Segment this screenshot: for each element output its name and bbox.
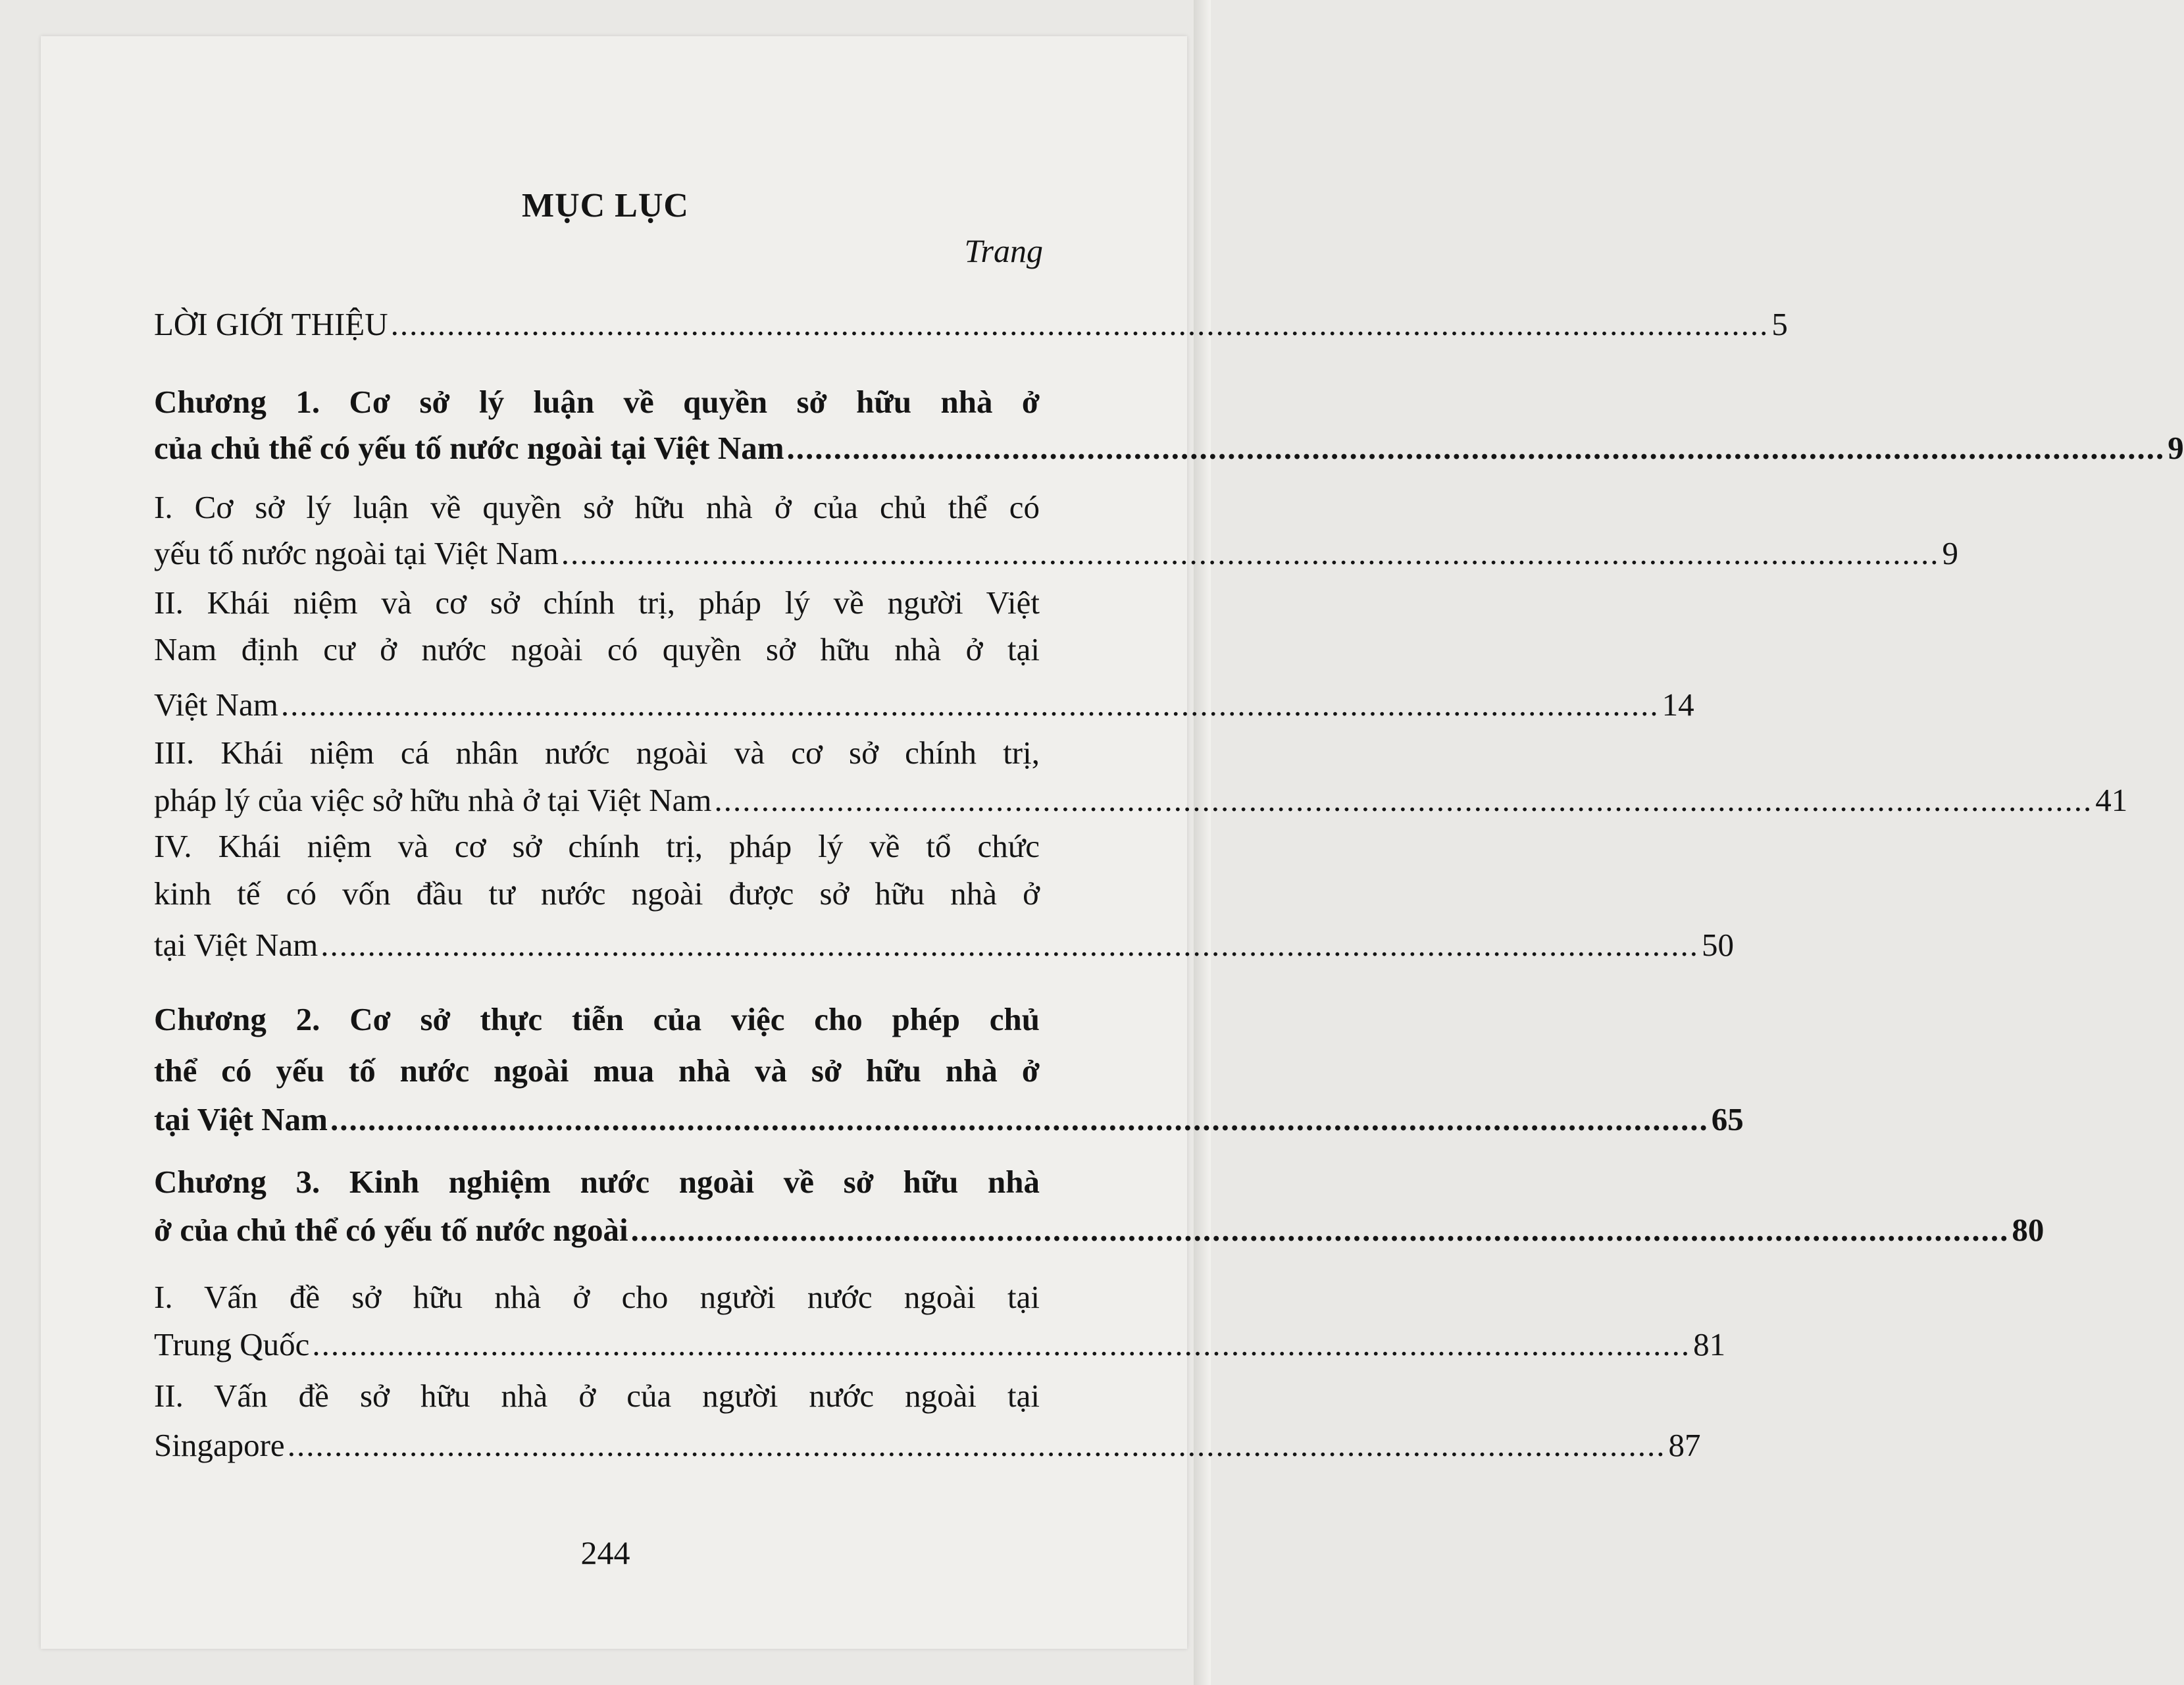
toc-entry-page: 41 [2095,782,2128,818]
toc-entry-page: 80 [2012,1212,2044,1248]
toc-entry-intro [154,304,1788,345]
leader-dots: ................................................................................................................................................... [390,306,1769,342]
leader-dots: ................................................................................................................................................... [714,782,2093,818]
toc-ch3-section-2-line-1: II. Vấn đề sở hữu nhà ở của người nước ngoài tại [154,1378,1040,1414]
toc-ch3-section-1-line-1: I. Vấn đề sở hữu nhà ở cho người nước ngoài tại [154,1279,1040,1315]
toc-entry-text: tại Việt Nam [154,1101,328,1137]
toc-entry-text: Singapore [154,1427,285,1463]
toc-ch1-section-4-line-2: kinh tế có vốn đầu tư nước ngoài được sở hữu nhà ở [154,875,1040,912]
toc-ch1-section-4-line-1: IV. Khái niệm và cơ sở chính trị, pháp lý về tổ chức [154,828,1040,864]
toc-ch3-section-1 [154,1324,1726,1365]
toc-title: MỤC LỤC [522,187,689,224]
toc-ch1-section-2 [154,685,1694,725]
leader-dots: ................................................................................................................................................... [630,1212,2010,1248]
toc-entry-page: 9 [2168,430,2184,466]
toc-ch1-section-1 [154,533,1958,574]
leader-dots: ................................................................................................................................................... [786,430,2166,466]
leader-dots: ................................................................................................................................................... [320,927,1700,963]
toc-chapter-3-line-1: Chương 3. Kinh nghiệm nước ngoài về sở hữu nhà [154,1164,1040,1200]
toc-ch1-section-2-line-1: II. Khái niệm và cơ sở chính trị, pháp lý về người Việt [154,584,1040,621]
toc-ch1-section-3 [154,780,2128,821]
toc-ch1-section-1-line-1: I. Cơ sở lý luận về quyền sở hữu nhà ở của chủ thể có [154,489,1040,525]
page-column-label: Trang [964,232,1043,269]
toc-ch1-section-4 [154,925,1735,966]
toc-chapter-2 [154,1099,1744,1140]
toc-entry-text: Việt Nam [154,687,278,723]
toc-entry-text: tại Việt Nam [154,927,318,963]
toc-entry-page: 9 [1942,535,1958,571]
leader-dots: ................................................................................................................................................... [561,535,1940,571]
toc-entry-page: 5 [1771,306,1788,342]
toc-entry-page: 87 [1668,1427,1701,1463]
leader-dots: ................................................................................................................................................... [312,1326,1691,1362]
toc-entry-page: 81 [1693,1326,1726,1362]
toc-chapter-2-line-1: Chương 2. Cơ sở thực tiễn của việc cho phép chủ [154,1001,1040,1037]
page-number: 244 [580,1534,630,1571]
toc-entry-text: Trung Quốc [154,1326,310,1362]
toc-ch1-section-2-line-2: Nam định cư ở nước ngoài có quyền sở hữu nhà ở tại [154,631,1040,667]
toc-ch3-section-2 [154,1425,1701,1466]
toc-chapter-2-line-2: thể có yếu tố nước ngoài mua nhà và sở hữu nhà ở [154,1052,1040,1089]
toc-entry-page: 14 [1662,687,1694,723]
toc-entry-text: pháp lý của việc sở hữu nhà ở tại Việt Nam [154,782,712,818]
toc-entry-text: của chủ thể có yếu tố nước ngoài tại Việt Nam [154,430,784,466]
leader-dots: ................................................................................................................................................... [287,1427,1666,1463]
toc-entry-page: 65 [1711,1101,1744,1137]
toc-chapter-1 [154,428,2184,469]
toc-ch1-section-3-line-1: III. Khái niệm cá nhân nước ngoài và cơ sở chính trị, [154,735,1040,771]
toc-entry-text: LỜI GIỚI THIỆU [154,306,388,342]
leader-dots: ................................................................................................................................................... [330,1101,1709,1137]
leader-dots: ................................................................................................................................................... [280,687,1660,723]
toc-entry-page: 50 [1702,927,1735,963]
toc-entry-text: yếu tố nước ngoài tại Việt Nam [154,535,559,571]
toc-chapter-3 [154,1210,2044,1251]
toc-entry-text: ở của chủ thể có yếu tố nước ngoài [154,1212,628,1248]
toc-chapter-1-line-1: Chương 1. Cơ sở lý luận về quyền sở hữu nhà ở [154,384,1040,420]
